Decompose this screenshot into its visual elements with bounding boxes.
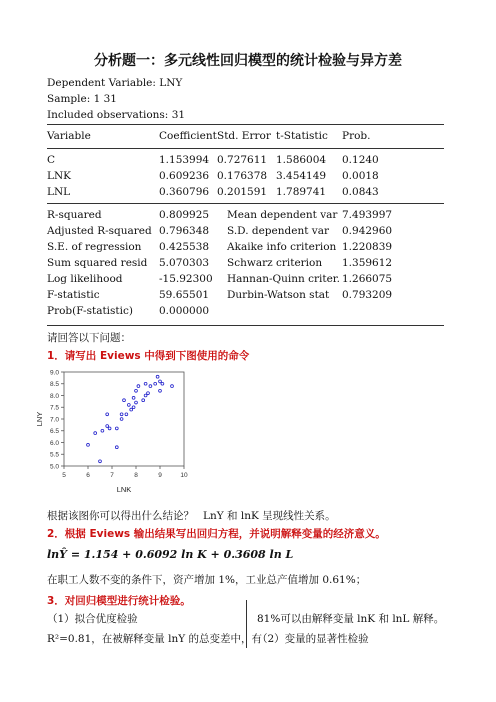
stat-cell: Adjusted R-squared (47, 225, 152, 237)
stat-cell: -15.92300 (159, 273, 213, 285)
y-tick-label: 6.5 (49, 428, 59, 436)
included-observations-line: Included observations: 31 (47, 109, 186, 121)
stat-cell: 5.070303 (159, 257, 210, 269)
column-header: t-Statistic (276, 130, 328, 142)
r-squared-explanation: R²=0.81，在被解释变量 lnY 的总变差中，有 (47, 633, 263, 645)
column-header: Prob. (342, 130, 371, 142)
x-tick-label: 8 (134, 472, 138, 479)
stat-cell: 59.65501 (159, 289, 210, 301)
stat-cell: Prob(F-statistic) (47, 305, 133, 317)
x-tick-label: 6 (86, 472, 90, 479)
stat-cell: 1.266075 (342, 273, 393, 285)
x-tick-label: 9 (158, 472, 162, 479)
table-cell: 0.727611 (217, 154, 268, 166)
stat-cell: Durbin-Watson stat (227, 289, 330, 301)
question-2: 2．根据 Eviews 输出结果写出回归方程，并说明解释变量的经济意义。 (47, 528, 386, 540)
stat-cell: S.E. of regression (47, 241, 142, 253)
table-cell: C (47, 154, 56, 166)
table-cell: LNK (47, 170, 72, 182)
question-1-followup: 根据该图你可以得出什么结论？ (47, 510, 194, 522)
table-cell: 0.360796 (159, 186, 210, 198)
column-header: Coefficient (159, 130, 217, 142)
table-cell: 1.153994 (159, 154, 210, 166)
answer-1: LnY 和 lnK 呈现线性关系。 (203, 510, 336, 522)
x-axis-label: LNK (116, 485, 132, 494)
y-tick-label: 8.5 (49, 381, 59, 389)
table-cell: 0.176378 (217, 170, 268, 182)
table-cell: 0.1240 (342, 154, 379, 166)
x-tick-label: 10 (180, 472, 188, 479)
prompt-text: 请回答以下问题： (47, 332, 131, 344)
stat-cell: Hannan-Quinn criter. (227, 273, 340, 285)
question-3: 3．对回归模型进行统计检验。 (47, 595, 191, 607)
y-tick-label: 6.0 (49, 439, 59, 447)
goodness-of-fit-heading: （1）拟合优度检验 (47, 613, 138, 625)
significance-test-heading: （2）变量的显著性检验 (257, 633, 369, 645)
stat-cell: 0.796348 (159, 225, 210, 237)
table-cell: 3.454149 (276, 170, 327, 182)
stat-cell: Log likelihood (47, 273, 123, 285)
y-tick-label: 8.0 (49, 392, 59, 400)
stat-cell: Schwarz criterion (227, 257, 323, 269)
stat-cell: 0.809925 (159, 209, 210, 221)
answer-2: 在职工人数不变的条件下，资产增加 1%，工业总产值增加 0.61%； (47, 574, 367, 586)
sample-line: Sample: 1 31 (47, 93, 117, 105)
y-axis-label: LNY (35, 411, 44, 427)
y-tick-label: 5.0 (49, 463, 59, 471)
y-tick-label: 9.0 (49, 369, 59, 377)
stat-cell: Mean dependent var (227, 209, 338, 221)
stat-cell: Sum squared resid (47, 257, 148, 269)
y-tick-label: 7.5 (49, 404, 59, 412)
table-cell: 1.789741 (276, 186, 327, 198)
table-cell: 0.201591 (217, 186, 268, 198)
regression-equation: lnŶ = 1.154 + 0.6092 ln K + 0.3608 ln L (47, 548, 294, 561)
column-divider (246, 600, 247, 648)
stat-cell: 7.493997 (342, 209, 393, 221)
r-squared-conclusion: 81%可以由解释变量 lnK 和 lnL 解释。 (257, 613, 445, 625)
y-tick-label: 7.0 (49, 416, 59, 424)
table-cell: 1.586004 (276, 154, 327, 166)
stat-cell: 0.425538 (159, 241, 210, 253)
column-header: Variable (47, 130, 91, 142)
stat-cell: S.D. dependent var (227, 225, 329, 237)
stat-cell: F-statistic (47, 289, 100, 301)
question-1: 1．请写出 Eviews 中得到下图使用的命令 (47, 350, 250, 362)
stat-cell: 1.220839 (342, 241, 393, 253)
x-tick-label: 7 (110, 472, 114, 479)
stat-cell: R-squared (47, 209, 102, 221)
stat-cell: 0.793209 (342, 289, 393, 301)
table-cell: LNL (47, 186, 71, 198)
page-title: 分析题一：多元线性回归模型的统计检验与异方差 (94, 53, 402, 69)
x-tick-label: 5 (62, 472, 66, 479)
table-cell: 0.0843 (342, 186, 379, 198)
stat-cell: Akaike info criterion (227, 241, 337, 253)
stat-cell: 0.942960 (342, 225, 393, 237)
table-cell: 0.609236 (159, 170, 210, 182)
stat-cell: 0.000000 (159, 305, 210, 317)
dependent-variable-line: Dependent Variable: LNY (47, 77, 183, 89)
y-tick-label: 5.5 (49, 451, 59, 459)
column-header: Std. Error (217, 130, 271, 142)
table-cell: 0.0018 (342, 170, 379, 182)
stat-cell: 1.359612 (342, 257, 393, 269)
